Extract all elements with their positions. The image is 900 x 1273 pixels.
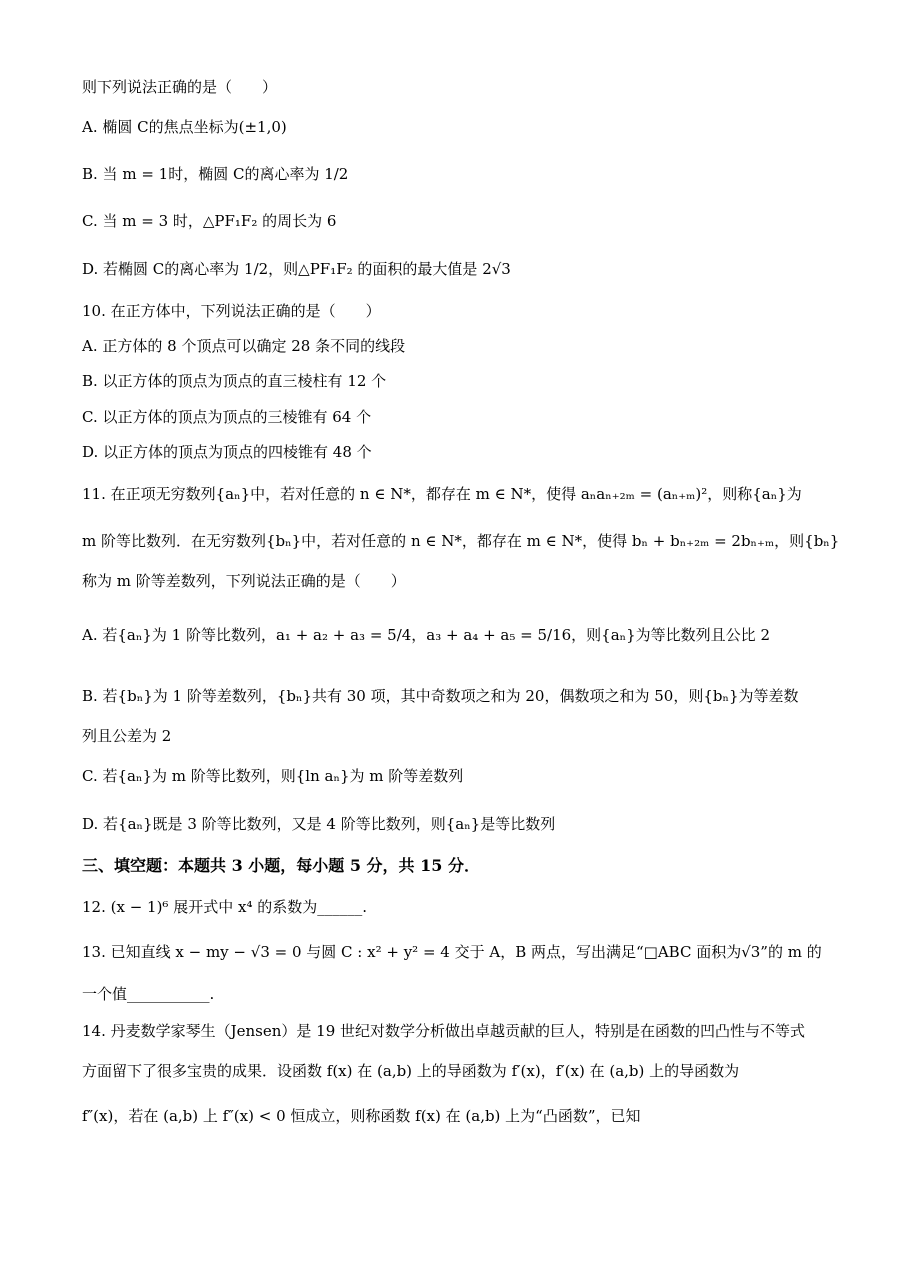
q14-line3: f″(x)，若在 (a,b) 上 f″(x) < 0 恒成立，则称函数 f(x) 在 (a,b) 上为“凸函数”，已知 xyxy=(82,1107,641,1125)
q9-stem-tail: 则下列说法正确的是（ ） xyxy=(82,78,278,96)
q11-stem-line1: 11. 在正项无穷数列{aₙ}中，若对任意的 n ∈ N*，都存在 m ∈ N*，使得 aₙaₙ₊₂ₘ = (aₙ₊ₘ)²，则称{aₙ}为 xyxy=(82,485,802,503)
q13-line2: 一个值___________. xyxy=(82,985,215,1003)
q10-option-b: B. 以正方体的顶点为顶点的直三棱柱有 12 个 xyxy=(82,372,387,390)
q11-option-c: C. 若{aₙ}为 m 阶等比数列，则{ln aₙ}为 m 阶等差数列 xyxy=(82,767,464,785)
q9-option-d: D. 若椭圆 C的离心率为 1/2，则△PF₁F₂ 的面积的最大值是 2√3 xyxy=(82,260,511,278)
q11-option-b-line2: 列且公差为 2 xyxy=(82,727,172,745)
q13-line1: 13. 已知直线 x − my − √3 = 0 与圆 C : x² + y² = 4 交于 A，B 两点，写出满足“□ABC 面积为√3”的 m 的 xyxy=(82,943,822,961)
section-heading: 三、填空题：本题共 3 小题，每小题 5 分，共 15 分． xyxy=(82,856,480,875)
q14-line1: 14. 丹麦数学家琴生（Jensen）是 19 世纪对数学分析做出卓越贡献的巨人，特别是在函数的凹凸性与不等式 xyxy=(82,1022,806,1040)
q11-stem-line3: 称为 m 阶等差数列，下列说法正确的是（ ） xyxy=(82,572,406,590)
q10-option-a: A. 正方体的 8 个顶点可以确定 28 条不同的线段 xyxy=(82,337,406,355)
q11-option-a: A. 若{aₙ}为 1 阶等比数列，a₁ + a₂ + a₃ = 5/4，a₃ + a₄ + a₅ = 5/16，则{aₙ}为等比数列且公比 2 xyxy=(82,626,770,644)
q11-option-b-line1: B. 若{bₙ}为 1 阶等差数列，{bₙ}共有 30 项，其中奇数项之和为 20，偶数项之和为 50，则{bₙ}为等差数 xyxy=(82,687,799,705)
q9-option-c: C. 当 m = 3 时，△PF₁F₂ 的周长为 6 xyxy=(82,212,337,230)
q11-stem-line2: m 阶等比数列．在无穷数列{bₙ}中，若对任意的 n ∈ N*，都存在 m ∈ N*，使得 bₙ + bₙ₊₂ₘ = 2bₙ₊ₘ，则{bₙ} xyxy=(82,532,840,550)
q11-option-d: D. 若{aₙ}既是 3 阶等比数列，又是 4 阶等比数列，则{aₙ}是等比数列 xyxy=(82,815,556,833)
q14-line2: 方面留下了很多宝贵的成果．设函数 f(x) 在 (a,b) 上的导函数为 f′(x)，f′(x) 在 (a,b) 上的导函数为 xyxy=(82,1062,740,1080)
q10-option-d: D. 以正方体的顶点为顶点的四棱锥有 48 个 xyxy=(82,443,372,461)
q9-option-a: A. 椭圆 C的焦点坐标为(±1,0) xyxy=(82,118,287,136)
q10-option-c: C. 以正方体的顶点为顶点的三棱锥有 64 个 xyxy=(82,408,372,426)
q12: 12. (x − 1)⁶ 展开式中 x⁴ 的系数为______. xyxy=(82,898,367,916)
q10-stem: 10. 在正方体中，下列说法正确的是（ ） xyxy=(82,302,381,320)
q9-option-b: B. 当 m = 1时，椭圆 C的离心率为 1/2 xyxy=(82,165,349,183)
